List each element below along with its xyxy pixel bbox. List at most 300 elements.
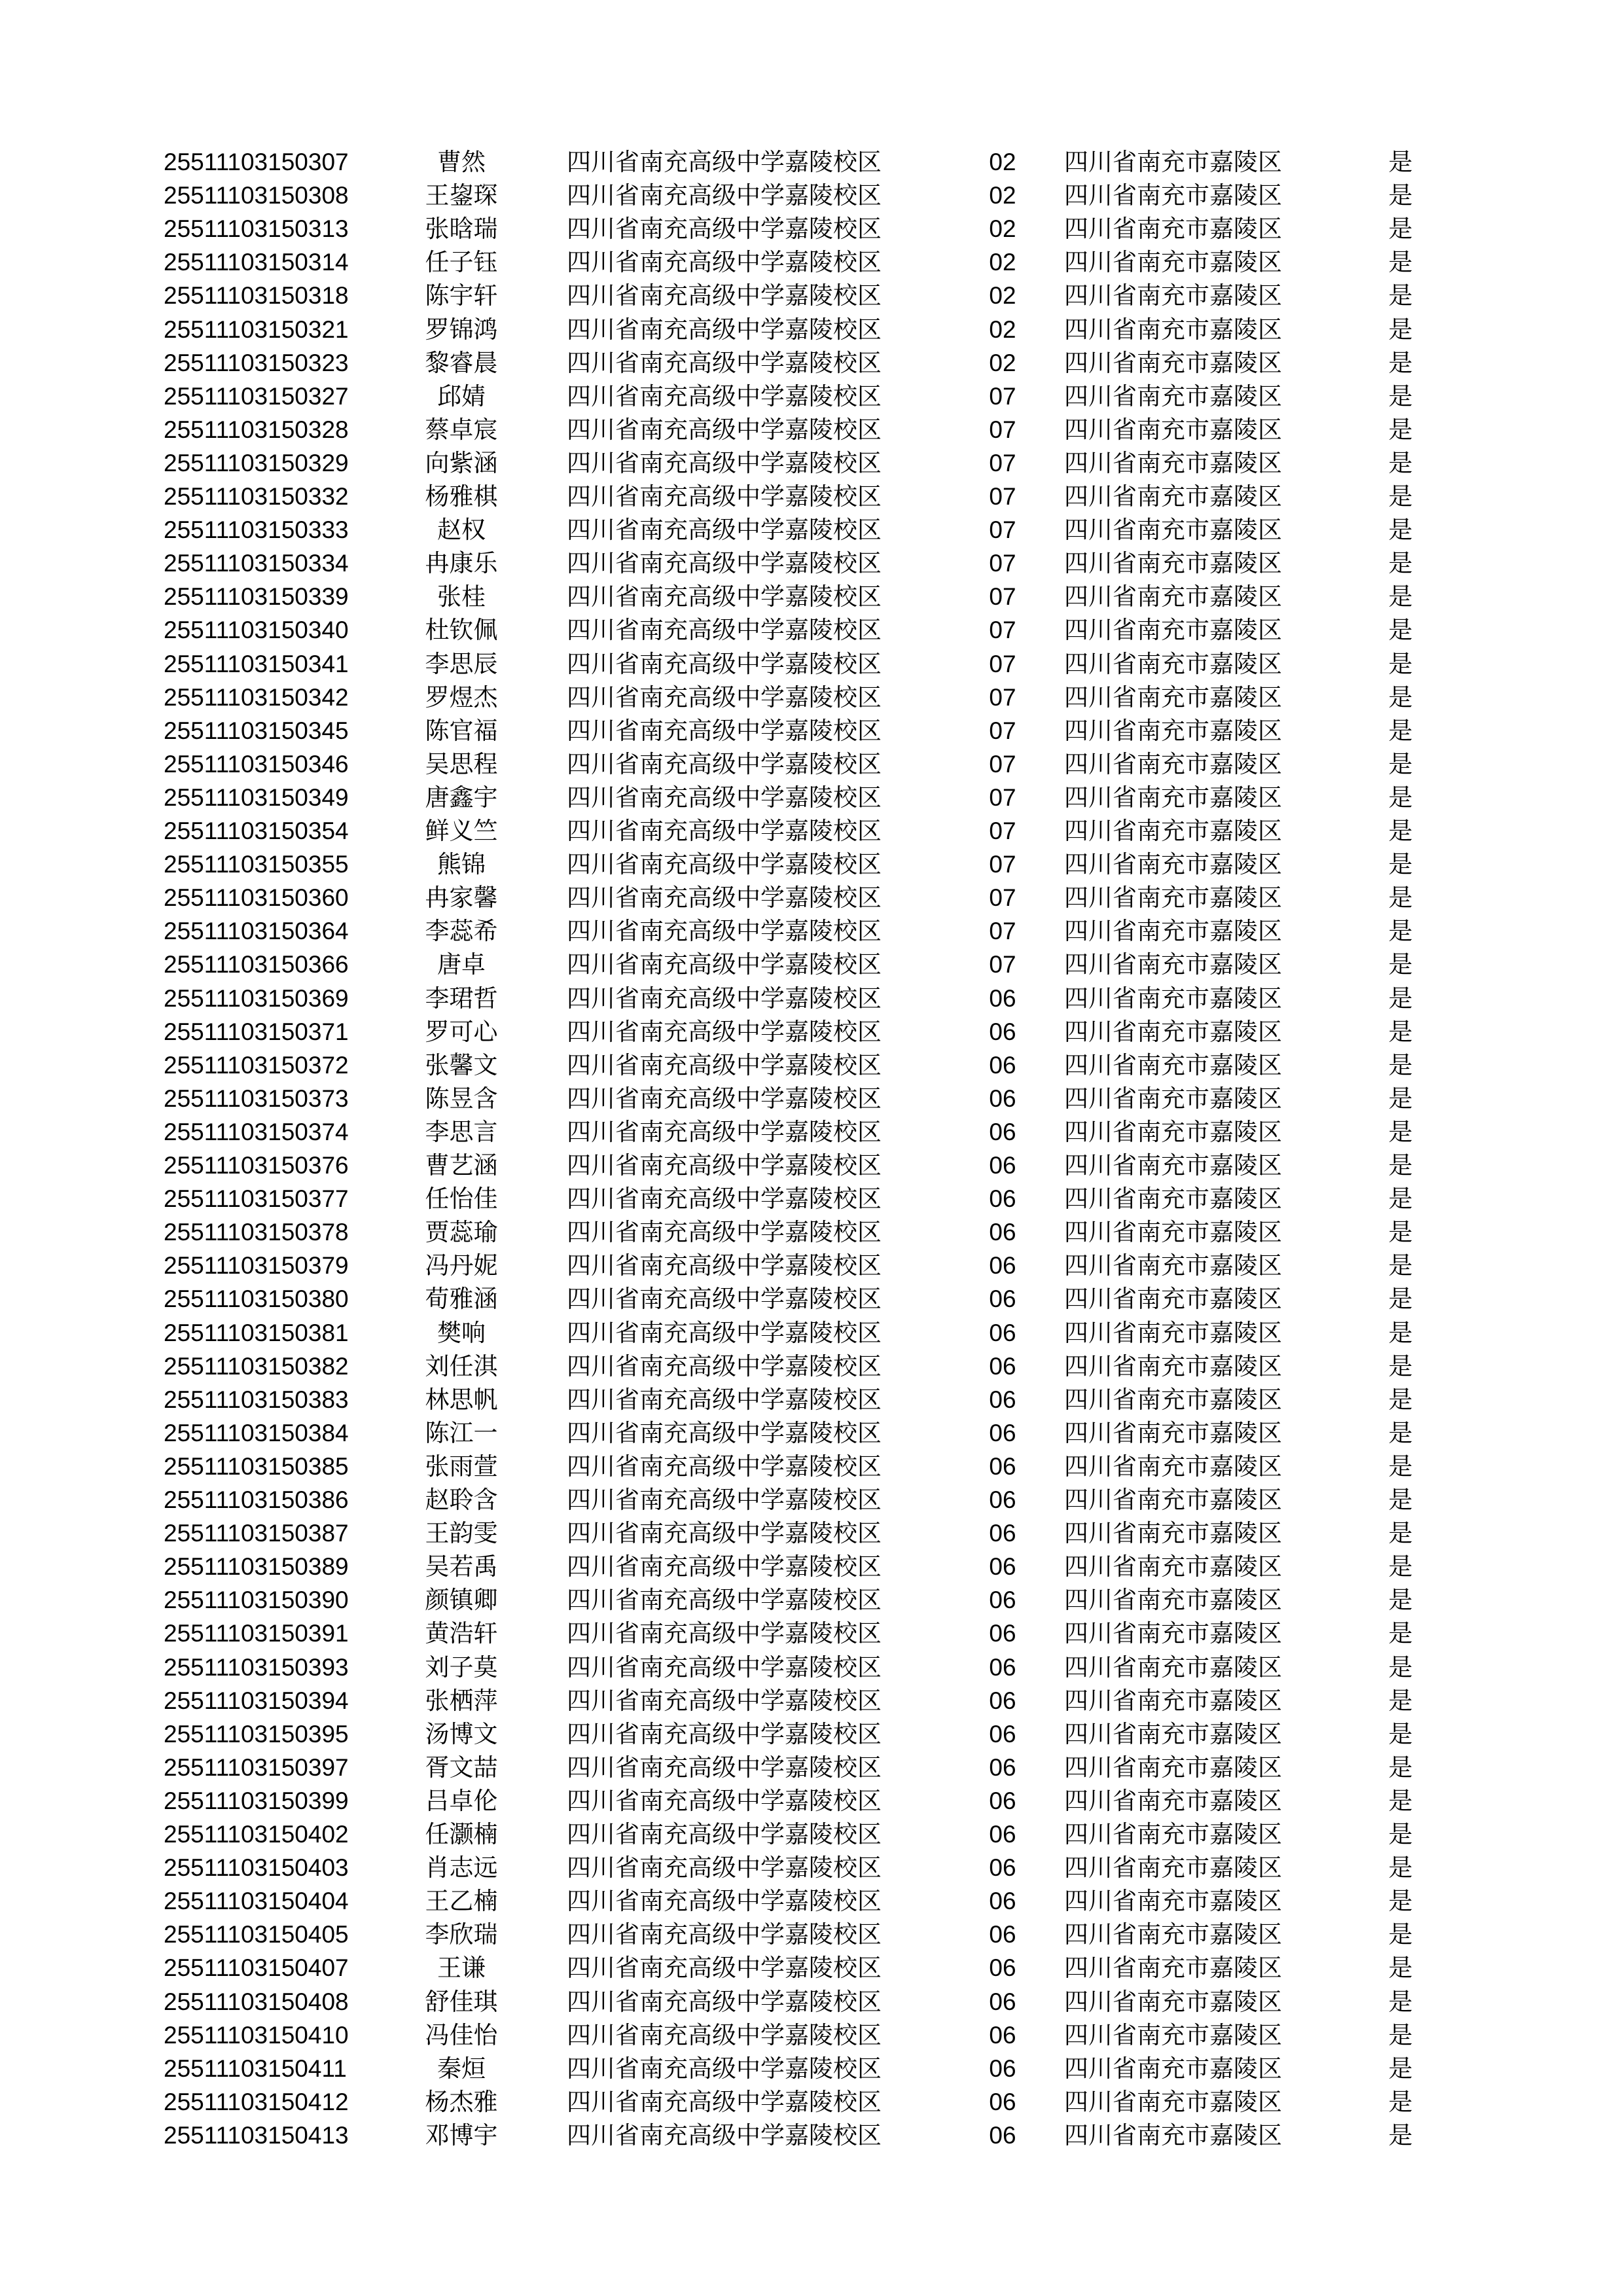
status-flag-cell: 是 — [1388, 549, 1413, 578]
school-cell: 四川省南充高级中学嘉陵校区 — [567, 583, 882, 611]
student-name-cell: 赵权 — [437, 516, 486, 545]
student-name-cell: 罗煜杰 — [425, 683, 498, 711]
status-flag-cell: 是 — [1388, 783, 1413, 812]
table-row — [0, 580, 1623, 613]
student-name-cell: 熊锦 — [437, 850, 486, 879]
school-cell: 四川省南充高级中学嘉陵校区 — [567, 649, 882, 678]
category-code-cell: 07 — [989, 449, 1016, 476]
school-cell: 四川省南充高级中学嘉陵校区 — [567, 716, 882, 745]
school-cell: 四川省南充高级中学嘉陵校区 — [567, 1251, 882, 1280]
category-code-cell: 06 — [989, 1687, 1016, 1714]
table-row — [0, 848, 1623, 881]
region-cell: 四川省南充市嘉陵区 — [1064, 1318, 1282, 1347]
table-row — [0, 1985, 1623, 2018]
school-cell: 四川省南充高级中学嘉陵校区 — [567, 1619, 882, 1648]
region-cell: 四川省南充市嘉陵区 — [1064, 1920, 1282, 1949]
school-cell: 四川省南充高级中学嘉陵校区 — [567, 683, 882, 711]
school-cell: 四川省南充高级中学嘉陵校区 — [567, 850, 882, 879]
school-cell: 四川省南充高级中学嘉陵校区 — [567, 549, 882, 578]
exam-id-cell: 25511103150345 — [164, 717, 349, 744]
status-flag-cell: 是 — [1388, 1820, 1413, 1848]
region-cell: 四川省南充市嘉陵区 — [1064, 1854, 1282, 1882]
exam-id-cell: 25511103150390 — [164, 1587, 349, 1614]
region-cell: 四川省南充市嘉陵区 — [1064, 448, 1282, 477]
table-row — [0, 647, 1623, 681]
table-row — [0, 1483, 1623, 1516]
exam-id-cell: 25511103150412 — [164, 2088, 349, 2115]
table-row — [0, 1651, 1623, 1684]
exam-id-cell: 25511103150308 — [164, 182, 349, 209]
exam-id-cell: 25511103150328 — [164, 416, 349, 443]
table-row — [0, 613, 1623, 647]
category-code-cell: 07 — [989, 884, 1016, 912]
category-code-cell: 06 — [989, 1018, 1016, 1045]
status-flag-cell: 是 — [1388, 1017, 1413, 1046]
category-code-cell: 06 — [989, 1486, 1016, 1513]
school-cell: 四川省南充高级中学嘉陵校区 — [567, 1653, 882, 1681]
student-name-cell: 唐卓 — [437, 950, 486, 979]
status-flag-cell: 是 — [1388, 1385, 1413, 1414]
category-code-cell: 06 — [989, 1988, 1016, 2015]
status-flag-cell: 是 — [1388, 181, 1413, 210]
school-cell: 四川省南充高级中学嘉陵校区 — [567, 950, 882, 979]
region-cell: 四川省南充市嘉陵区 — [1064, 583, 1282, 611]
school-cell: 四川省南充高级中学嘉陵校区 — [567, 1185, 882, 1213]
status-flag-cell: 是 — [1388, 148, 1413, 176]
region-cell: 四川省南充市嘉陵区 — [1064, 148, 1282, 176]
school-cell: 四川省南充高级中学嘉陵校区 — [567, 1786, 882, 1815]
region-cell: 四川省南充市嘉陵区 — [1064, 749, 1282, 778]
table-row — [0, 982, 1623, 1015]
student-name-cell: 张晗瑞 — [425, 215, 498, 243]
school-cell: 四川省南充高级中学嘉陵校区 — [567, 1418, 882, 1447]
table-row — [0, 1282, 1623, 1316]
exam-id-cell: 25511103150408 — [164, 1988, 349, 2015]
region-cell: 四川省南充市嘉陵区 — [1064, 516, 1282, 545]
table-row — [0, 814, 1623, 848]
table-row — [0, 1918, 1623, 1951]
region-cell: 四川省南充市嘉陵区 — [1064, 1653, 1282, 1681]
table-row — [0, 1583, 1623, 1617]
table-row — [0, 1350, 1623, 1383]
status-flag-cell: 是 — [1388, 583, 1413, 611]
status-flag-cell: 是 — [1388, 1285, 1413, 1314]
status-flag-cell: 是 — [1388, 616, 1413, 645]
school-cell: 四川省南充高级中学嘉陵校区 — [567, 1954, 882, 1982]
table-row — [0, 1818, 1623, 1851]
table-row — [0, 914, 1623, 948]
status-flag-cell: 是 — [1388, 1218, 1413, 1247]
exam-id-cell: 25511103150413 — [164, 2121, 349, 2149]
table-row — [0, 480, 1623, 513]
table-row — [0, 1115, 1623, 1149]
student-name-cell: 罗可心 — [425, 1017, 498, 1046]
school-cell: 四川省南充高级中学嘉陵校区 — [567, 616, 882, 645]
status-flag-cell: 是 — [1388, 2121, 1413, 2149]
school-cell: 四川省南充高级中学嘉陵校区 — [567, 348, 882, 377]
category-code-cell: 02 — [989, 149, 1016, 175]
table-row — [0, 1784, 1623, 1818]
region-cell: 四川省南充市嘉陵区 — [1064, 1519, 1282, 1548]
exam-id-cell: 25511103150349 — [164, 783, 349, 811]
table-row — [0, 1450, 1623, 1483]
exam-id-cell: 25511103150379 — [164, 1252, 349, 1280]
table-row — [0, 380, 1623, 413]
table-row — [0, 1049, 1623, 1082]
student-name-cell: 吴思程 — [425, 749, 498, 778]
status-flag-cell: 是 — [1388, 1050, 1413, 1079]
category-code-cell: 02 — [989, 249, 1016, 276]
region-cell: 四川省南充市嘉陵区 — [1064, 1151, 1282, 1179]
region-cell: 四川省南充市嘉陵区 — [1064, 1017, 1282, 1046]
category-code-cell: 07 — [989, 416, 1016, 443]
category-code-cell: 06 — [989, 1085, 1016, 1112]
category-code-cell: 06 — [989, 2121, 1016, 2149]
student-name-cell: 汤博文 — [425, 1719, 498, 1748]
student-name-cell: 吕卓伦 — [425, 1786, 498, 1815]
status-flag-cell: 是 — [1388, 1954, 1413, 1982]
category-code-cell: 07 — [989, 483, 1016, 510]
region-cell: 四川省南充市嘉陵区 — [1064, 1954, 1282, 1982]
student-name-cell: 樊响 — [437, 1318, 486, 1347]
school-cell: 四川省南充高级中学嘉陵校区 — [567, 749, 882, 778]
exam-id-cell: 25511103150321 — [164, 315, 349, 343]
school-cell: 四川省南充高级中学嘉陵校区 — [567, 1719, 882, 1748]
table-row — [0, 1717, 1623, 1751]
table-row — [0, 1884, 1623, 1918]
status-flag-cell: 是 — [1388, 884, 1413, 912]
student-name-cell: 蔡卓宸 — [425, 415, 498, 444]
status-flag-cell: 是 — [1388, 448, 1413, 477]
category-code-cell: 02 — [989, 282, 1016, 310]
status-flag-cell: 是 — [1388, 1753, 1413, 1782]
category-code-cell: 06 — [989, 1520, 1016, 1547]
category-code-cell: 06 — [989, 1553, 1016, 1581]
table-row — [0, 212, 1623, 245]
exam-id-cell: 25511103150360 — [164, 884, 349, 912]
table-row — [0, 1951, 1623, 1984]
exam-id-cell: 25511103150382 — [164, 1352, 349, 1380]
student-name-cell: 冉康乐 — [425, 549, 498, 578]
exam-id-cell: 25511103150333 — [164, 516, 349, 544]
region-cell: 四川省南充市嘉陵区 — [1064, 482, 1282, 511]
table-row — [0, 1316, 1623, 1350]
region-cell: 四川省南充市嘉陵区 — [1064, 917, 1282, 946]
student-name-cell: 曹艺涵 — [425, 1151, 498, 1179]
region-cell: 四川省南充市嘉陵区 — [1064, 382, 1282, 410]
exam-id-cell: 25511103150387 — [164, 1520, 349, 1547]
region-cell: 四川省南充市嘉陵区 — [1064, 1486, 1282, 1514]
exam-id-cell: 25511103150371 — [164, 1018, 349, 1045]
category-code-cell: 06 — [989, 1620, 1016, 1647]
school-cell: 四川省南充高级中学嘉陵校区 — [567, 1318, 882, 1347]
table-row — [0, 1149, 1623, 1182]
status-flag-cell: 是 — [1388, 516, 1413, 545]
category-code-cell: 06 — [989, 1152, 1016, 1179]
region-cell: 四川省南充市嘉陵区 — [1064, 884, 1282, 912]
status-flag-cell: 是 — [1388, 850, 1413, 879]
table-row — [0, 1416, 1623, 1450]
school-cell: 四川省南充高级中学嘉陵校区 — [567, 1586, 882, 1615]
exam-id-cell: 25511103150342 — [164, 683, 349, 711]
exam-id-cell: 25511103150373 — [164, 1085, 349, 1112]
school-cell: 四川省南充高级中学嘉陵校区 — [567, 1686, 882, 1715]
student-name-cell: 冉家馨 — [425, 884, 498, 912]
school-cell: 四川省南充高级中学嘉陵校区 — [567, 215, 882, 243]
region-cell: 四川省南充市嘉陵区 — [1064, 649, 1282, 678]
student-name-cell: 杨杰雅 — [425, 2087, 498, 2116]
status-flag-cell: 是 — [1388, 1251, 1413, 1280]
region-cell: 四川省南充市嘉陵区 — [1064, 215, 1282, 243]
school-cell: 四川省南充高级中学嘉陵校区 — [567, 1452, 882, 1480]
status-flag-cell: 是 — [1388, 1786, 1413, 1815]
table-row — [0, 714, 1623, 747]
category-code-cell: 06 — [989, 1787, 1016, 1814]
status-flag-cell: 是 — [1388, 315, 1413, 344]
table-row — [0, 547, 1623, 580]
school-cell: 四川省南充高级中学嘉陵校区 — [567, 148, 882, 176]
exam-id-cell: 25511103150307 — [164, 149, 349, 175]
table-row — [0, 1851, 1623, 1884]
table-row — [0, 1182, 1623, 1215]
school-cell: 四川省南充高级中学嘉陵校区 — [567, 1552, 882, 1581]
exam-id-cell: 25511103150377 — [164, 1185, 349, 1213]
student-name-cell: 刘任淇 — [425, 1352, 498, 1380]
region-cell: 四川省南充市嘉陵区 — [1064, 850, 1282, 879]
status-flag-cell: 是 — [1388, 1151, 1413, 1179]
status-flag-cell: 是 — [1388, 1084, 1413, 1113]
status-flag-cell: 是 — [1388, 1887, 1413, 1916]
region-cell: 四川省南充市嘉陵区 — [1064, 1418, 1282, 1447]
category-code-cell: 07 — [989, 918, 1016, 945]
student-name-cell: 陈宇轩 — [425, 281, 498, 310]
category-code-cell: 02 — [989, 215, 1016, 243]
student-name-cell: 胥文喆 — [425, 1753, 498, 1782]
exam-id-cell: 25511103150381 — [164, 1319, 349, 1346]
school-cell: 四川省南充高级中学嘉陵校区 — [567, 1084, 882, 1113]
exam-id-cell: 25511103150397 — [164, 1753, 349, 1781]
school-cell: 四川省南充高级中学嘉陵校区 — [567, 1820, 882, 1848]
status-flag-cell: 是 — [1388, 1552, 1413, 1581]
exam-id-cell: 25511103150339 — [164, 583, 349, 611]
student-name-cell: 李欣瑞 — [425, 1920, 498, 1949]
exam-id-cell: 25511103150405 — [164, 1921, 349, 1948]
status-flag-cell: 是 — [1388, 1486, 1413, 1514]
status-flag-cell: 是 — [1388, 1920, 1413, 1949]
exam-id-cell: 25511103150383 — [164, 1386, 349, 1413]
region-cell: 四川省南充市嘉陵区 — [1064, 1385, 1282, 1414]
status-flag-cell: 是 — [1388, 1719, 1413, 1748]
exam-id-cell: 25511103150355 — [164, 851, 349, 878]
exam-id-cell: 25511103150327 — [164, 382, 349, 410]
region-cell: 四川省南充市嘉陵区 — [1064, 716, 1282, 745]
school-cell: 四川省南充高级中学嘉陵校区 — [567, 1920, 882, 1949]
region-cell: 四川省南充市嘉陵区 — [1064, 549, 1282, 578]
status-flag-cell: 是 — [1388, 950, 1413, 979]
student-name-cell: 王韵雯 — [425, 1519, 498, 1548]
student-name-cell: 陈官福 — [425, 716, 498, 745]
student-name-cell: 荀雅涵 — [425, 1285, 498, 1314]
status-flag-cell: 是 — [1388, 1418, 1413, 1447]
exam-id-cell: 25511103150403 — [164, 1854, 349, 1882]
category-code-cell: 07 — [989, 851, 1016, 878]
exam-id-cell: 25511103150391 — [164, 1620, 349, 1647]
student-name-cell: 向紫涵 — [425, 448, 498, 477]
student-name-cell: 张栖萍 — [425, 1686, 498, 1715]
status-flag-cell: 是 — [1388, 1117, 1413, 1146]
school-cell: 四川省南充高级中学嘉陵校区 — [567, 2087, 882, 2116]
category-code-cell: 06 — [989, 2088, 1016, 2115]
status-flag-cell: 是 — [1388, 1452, 1413, 1480]
school-cell: 四川省南充高级中学嘉陵校区 — [567, 248, 882, 277]
category-code-cell: 07 — [989, 750, 1016, 778]
category-code-cell: 06 — [989, 1653, 1016, 1681]
school-cell: 四川省南充高级中学嘉陵校区 — [567, 984, 882, 1013]
school-cell: 四川省南充高级中学嘉陵校区 — [567, 1887, 882, 1916]
category-code-cell: 06 — [989, 1720, 1016, 1748]
table-row — [0, 1550, 1623, 1583]
category-code-cell: 06 — [989, 1419, 1016, 1446]
school-cell: 四川省南充高级中学嘉陵校区 — [567, 2121, 882, 2149]
table-row — [0, 881, 1623, 914]
student-name-cell: 张馨文 — [425, 1050, 498, 1079]
region-cell: 四川省南充市嘉陵区 — [1064, 315, 1282, 344]
status-flag-cell: 是 — [1388, 1653, 1413, 1681]
table-row — [0, 245, 1623, 279]
student-name-cell: 任怡佳 — [425, 1185, 498, 1213]
region-cell: 四川省南充市嘉陵区 — [1064, 1285, 1282, 1314]
category-code-cell: 06 — [989, 984, 1016, 1012]
category-code-cell: 06 — [989, 1821, 1016, 1848]
school-cell: 四川省南充高级中学嘉陵校区 — [567, 181, 882, 210]
exam-id-cell: 25511103150402 — [164, 1821, 349, 1848]
region-cell: 四川省南充市嘉陵区 — [1064, 1753, 1282, 1782]
exam-id-cell: 25511103150395 — [164, 1720, 349, 1748]
status-flag-cell: 是 — [1388, 817, 1413, 845]
school-cell: 四川省南充高级中学嘉陵校区 — [567, 817, 882, 845]
table-row — [0, 948, 1623, 981]
student-name-cell: 李思辰 — [425, 649, 498, 678]
table-row — [0, 145, 1623, 179]
exam-id-cell: 25511103150374 — [164, 1118, 349, 1145]
status-flag-cell: 是 — [1388, 917, 1413, 946]
category-code-cell: 07 — [989, 516, 1016, 544]
student-name-cell: 舒佳琪 — [425, 1987, 498, 2016]
exam-id-cell: 25511103150341 — [164, 650, 349, 677]
student-name-cell: 吴若禹 — [425, 1552, 498, 1581]
exam-id-cell: 25511103150386 — [164, 1486, 349, 1513]
status-flag-cell: 是 — [1388, 716, 1413, 745]
status-flag-cell: 是 — [1388, 1854, 1413, 1882]
status-flag-cell: 是 — [1388, 1686, 1413, 1715]
school-cell: 四川省南充高级中学嘉陵校区 — [567, 1987, 882, 2016]
table-row — [0, 513, 1623, 547]
category-code-cell: 06 — [989, 1753, 1016, 1781]
school-cell: 四川省南充高级中学嘉陵校区 — [567, 2020, 882, 2049]
category-code-cell: 06 — [989, 1386, 1016, 1413]
category-code-cell: 07 — [989, 617, 1016, 644]
table-row — [0, 781, 1623, 814]
student-name-cell: 王鋆琛 — [425, 181, 498, 210]
category-code-cell: 07 — [989, 717, 1016, 744]
table-row — [0, 1617, 1623, 1650]
status-flag-cell: 是 — [1388, 683, 1413, 711]
status-flag-cell: 是 — [1388, 749, 1413, 778]
student-name-cell: 王乙楠 — [425, 1887, 498, 1916]
status-flag-cell: 是 — [1388, 1519, 1413, 1548]
school-cell: 四川省南充高级中学嘉陵校区 — [567, 1352, 882, 1380]
table-row — [0, 1215, 1623, 1249]
category-code-cell: 06 — [989, 1452, 1016, 1480]
student-name-cell: 黄浩轩 — [425, 1619, 498, 1648]
status-flag-cell: 是 — [1388, 2054, 1413, 2083]
student-name-cell: 贾蕊瑜 — [425, 1218, 498, 1247]
status-flag-cell: 是 — [1388, 1619, 1413, 1648]
school-cell: 四川省南充高级中学嘉陵校区 — [567, 917, 882, 946]
student-name-cell: 冯丹妮 — [425, 1251, 498, 1280]
student-name-cell: 赵聆含 — [425, 1486, 498, 1514]
exam-id-cell: 25511103150369 — [164, 984, 349, 1012]
table-row — [0, 346, 1623, 380]
exam-id-cell: 25511103150411 — [164, 2054, 347, 2082]
category-code-cell: 06 — [989, 1921, 1016, 1948]
student-name-cell: 罗锦鸿 — [425, 315, 498, 344]
school-cell: 四川省南充高级中学嘉陵校区 — [567, 1218, 882, 1247]
status-flag-cell: 是 — [1388, 1987, 1413, 2016]
exam-id-cell: 25511103150323 — [164, 349, 349, 376]
region-cell: 四川省南充市嘉陵区 — [1064, 1117, 1282, 1146]
table-row — [0, 747, 1623, 781]
category-code-cell: 02 — [989, 315, 1016, 343]
status-flag-cell: 是 — [1388, 1586, 1413, 1615]
exam-id-cell: 25511103150313 — [164, 215, 349, 243]
student-name-cell: 唐鑫宇 — [425, 783, 498, 812]
student-name-cell: 刘子莫 — [425, 1653, 498, 1681]
category-code-cell: 07 — [989, 951, 1016, 978]
exam-id-cell: 25511103150332 — [164, 483, 349, 510]
table-row — [0, 1249, 1623, 1282]
school-cell: 四川省南充高级中学嘉陵校区 — [567, 382, 882, 410]
region-cell: 四川省南充市嘉陵区 — [1064, 1552, 1282, 1581]
exam-id-cell: 25511103150404 — [164, 1888, 349, 1915]
status-flag-cell: 是 — [1388, 215, 1413, 243]
school-cell: 四川省南充高级中学嘉陵校区 — [567, 1385, 882, 1414]
region-cell: 四川省南充市嘉陵区 — [1064, 817, 1282, 845]
table-row — [0, 313, 1623, 346]
student-name-cell: 任灏楠 — [425, 1820, 498, 1848]
category-code-cell: 06 — [989, 1185, 1016, 1213]
category-code-cell: 02 — [989, 349, 1016, 376]
exam-id-cell: 25511103150384 — [164, 1419, 349, 1446]
student-name-cell: 张桂 — [437, 583, 486, 611]
category-code-cell: 06 — [989, 1587, 1016, 1614]
category-code-cell: 06 — [989, 1285, 1016, 1313]
school-cell: 四川省南充高级中学嘉陵校区 — [567, 1285, 882, 1314]
category-code-cell: 06 — [989, 1051, 1016, 1079]
category-code-cell: 07 — [989, 550, 1016, 577]
student-name-cell: 黎睿晨 — [425, 348, 498, 377]
school-cell: 四川省南充高级中学嘉陵校区 — [567, 315, 882, 344]
school-cell: 四川省南充高级中学嘉陵校区 — [567, 1050, 882, 1079]
student-name-cell: 李珺哲 — [425, 984, 498, 1013]
category-code-cell: 07 — [989, 683, 1016, 711]
category-code-cell: 06 — [989, 1219, 1016, 1246]
status-flag-cell: 是 — [1388, 984, 1413, 1013]
school-cell: 四川省南充高级中学嘉陵校区 — [567, 1519, 882, 1548]
region-cell: 四川省南充市嘉陵区 — [1064, 1786, 1282, 1815]
exam-id-cell: 25511103150334 — [164, 550, 349, 577]
student-name-cell: 颜镇卿 — [425, 1586, 498, 1615]
